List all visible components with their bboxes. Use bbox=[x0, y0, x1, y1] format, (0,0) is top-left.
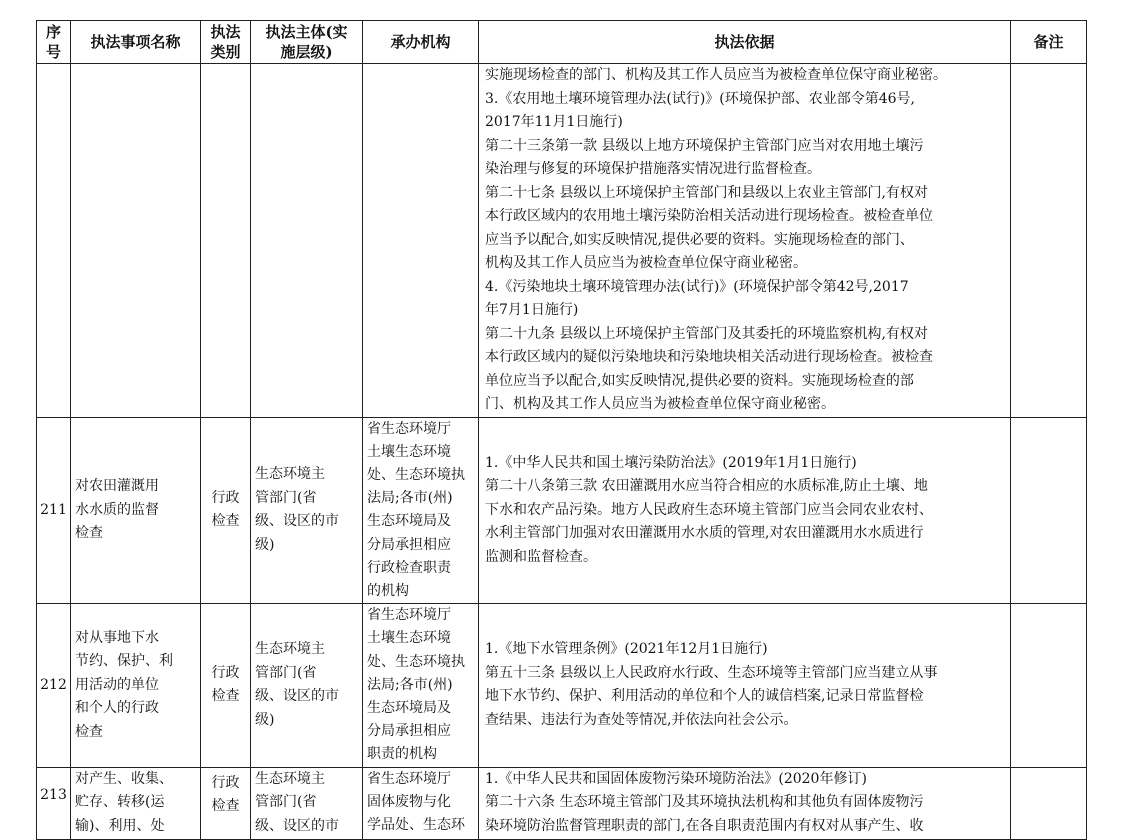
row-org: 省生态环境厅 土壤生态环境 处、生态环境执 法局;各市(州) 生态环境局及 分局承担相应 职责的机构 bbox=[363, 604, 479, 767]
row-note bbox=[1011, 64, 1087, 418]
row-category: 行政 检查 bbox=[201, 417, 251, 604]
row-basis: 1.《中华人民共和国土壤污染防治法》(2019年1月1日施行) 第二十八条第三款 农田灌溉用水应当符合相应的水质标准,防止土壤、地 下水和农产品污染。地方人民政府生态环境主管部门应当会同农业农村、 水利主管部门加强对农田灌溉用水水质的管理,对农田灌溉用水水质进行 监测和监督检查。 bbox=[479, 417, 1011, 604]
row-basis: 1.《地下水管理条例》(2021年12月1日施行) 第五十三条 县级以上人民政府水行政、生态环境等主管部门应当建立从事 地下水节约、保护、利用活动的单位和个人的诚信档案,记录日常监督检 查结果、违法行为查处等情况,并依法向社会公示。 bbox=[479, 604, 1011, 767]
row-name: 对产生、收集、 贮存、转移(运 输)、利用、处 bbox=[71, 767, 201, 839]
row-subject: 生态环境主 管部门(省 级、设区的市 级) bbox=[251, 604, 363, 767]
header-name: 执法事项名称 bbox=[71, 21, 201, 64]
header-seq: 序 号 bbox=[37, 21, 71, 64]
row-subject bbox=[251, 64, 363, 418]
row-basis: 实施现场检查的部门、机构及其工作人员应当为被检查单位保守商业秘密。 3.《农用地土壤环境管理办法(试行)》(环境保护部、农业部令第46号, 2017年11月1日施行) 第二十三条第一款 县级以上地方环境保护主管部门应当对农用地土壤污 染治理与修复的环境保护措施落实情况进行监督检查。 第二十七条 县级以上环境保护主管部门和县级以上农业主管部门,有权对 本行政区域内的农用地土壤污染防治相关活动进行现场检查。被检查单位 应当予以配合,如实反映情况,提供必要的资料。实施现场检查的部门、 机构及其工作人员应当为被检查单位保守商业秘密。 4.《污染地块土壤环境管理办法(试行)》(环境保护部令第42号,2017 年7月1日施行) 第二十九条 县级以上环境保护主管部门及其委托的环境监察机构,有权对 本行政区域内的疑似污染地块和污染地块相关活动进行现场检查。被检查 单位应当予以配合,如实反映情况,提供必要的资料。实施现场检查的部 门、机构及其工作人员应当为被检查单位保守商业秘密。 bbox=[479, 64, 1011, 418]
row-note bbox=[1011, 767, 1087, 839]
row-org: 省生态环境厅 土壤生态环境 处、生态环境执 法局;各市(州) 生态环境局及 分局承担相应 行政检查职责 的机构 bbox=[363, 417, 479, 604]
table-row bbox=[37, 417, 1087, 604]
row-org bbox=[363, 64, 479, 418]
enforcement-table bbox=[36, 20, 1087, 840]
row-basis: 1.《中华人民共和国固体废物污染环境防治法》(2020年修订) 第二十六条 生态环境主管部门及其环境执法机构和其他负有固体废物污 染环境防治监督管理职责的部门,在各自职责范围内有权对从事产生、收 bbox=[479, 767, 1011, 839]
row-category: 行政 检查 bbox=[201, 767, 251, 839]
row-seq: 212 bbox=[37, 604, 71, 767]
row-subject: 生态环境主 管部门(省 级、设区的市 级) bbox=[251, 417, 363, 604]
row-name: 对农田灌溉用 水水质的监督 检查 bbox=[71, 417, 201, 604]
row-seq bbox=[37, 64, 71, 418]
row-org: 省生态环境厅 固体废物与化 学品处、生态环 bbox=[363, 767, 479, 839]
table-row bbox=[37, 604, 1087, 767]
table-row bbox=[37, 767, 1087, 839]
row-seq: 211 bbox=[37, 417, 71, 604]
row-name bbox=[71, 64, 201, 418]
row-note bbox=[1011, 417, 1087, 604]
row-name: 对从事地下水 节约、保护、利 用活动的单位 和个人的行政 检查 bbox=[71, 604, 201, 767]
header-basis: 执法依据 bbox=[479, 21, 1011, 64]
header-category: 执法 类别 bbox=[201, 21, 251, 64]
row-category: 行政 检查 bbox=[201, 604, 251, 767]
header-subject: 执法主体(实 施层级) bbox=[251, 21, 363, 64]
row-note bbox=[1011, 604, 1087, 767]
table-row bbox=[37, 64, 1087, 418]
header-row bbox=[37, 21, 1087, 64]
header-note: 备注 bbox=[1011, 21, 1087, 64]
row-seq: 213 bbox=[37, 767, 71, 839]
header-org: 承办机构 bbox=[363, 21, 479, 64]
row-category bbox=[201, 64, 251, 418]
row-subject: 生态环境主 管部门(省 级、设区的市 bbox=[251, 767, 363, 839]
